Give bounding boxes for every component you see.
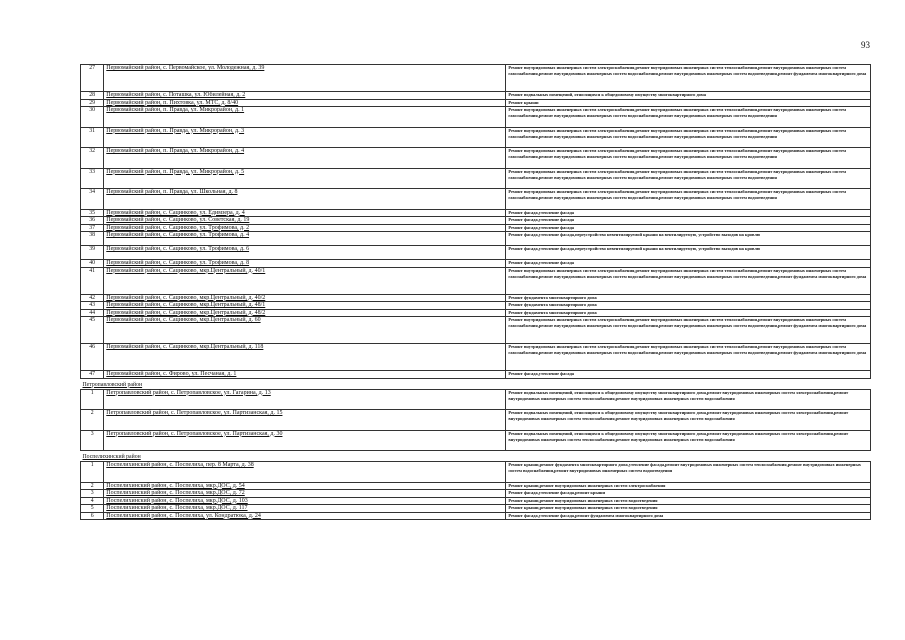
row-works: Ремонт внутридомовых инженерных систем электроснабжения,ремонт внутридомовых инженерных систем теплоснабжения,ремонт внутридомовых инженерных систем газоснабжения,ремонт внутридомовых инженерных систем водоснабжения,ремонт внутридомовых инженерных систем водоотведения [506, 168, 871, 189]
row-number: 3 [81, 490, 104, 498]
row-works: Ремонт фасада,утепление фасада [506, 260, 871, 268]
row-address: Первомайский район, с. Сацинково, ул. Едимзера, д. 4 [104, 209, 506, 217]
row-works: Ремонт фундамента многоквартирного дома [506, 294, 871, 302]
table-row [81, 127, 871, 148]
row-number: 33 [81, 168, 104, 189]
table-row [81, 209, 871, 217]
table-row [81, 302, 871, 310]
row-address: Первомайский район, с. Сацинково, мкр.Центральный, д. 48/1 [104, 302, 506, 310]
row-address: Первомайский район, п. Правда, ул. Микрорайон, д. 1 [104, 107, 506, 128]
table-row [81, 224, 871, 232]
table-row [81, 371, 871, 379]
table-row [81, 260, 871, 268]
row-address: Первомайский район, п. Пихтовка, ул. МТС, д. 8/40 [104, 99, 506, 107]
row-address: Первомайский район, с. Сацинково, ул. Трофимова, д. 4 [104, 232, 506, 246]
row-number: 27 [81, 65, 104, 92]
row-address: Первомайский район, с. Поташка, ул. Юбилейная, д. 2 [104, 92, 506, 100]
works-table [80, 64, 871, 520]
row-works: Ремонт фасада,утепление фасада,переустройство невентилируемой крыши на вентилируемую, устройство выходов на кровлю [506, 246, 871, 260]
row-number: 47 [81, 371, 104, 379]
row-works: Ремонт крыши [506, 99, 871, 107]
row-number: 38 [81, 232, 104, 246]
row-address: Первомайский район, с. Сацинково, ул. Трофимова, д. 8 [104, 260, 506, 268]
district-title: Петропавловский район [82, 381, 143, 388]
table-row [81, 148, 871, 169]
row-address: Первомайский район, с. Сацинково, мкр.Центральный, д. 60 [104, 317, 506, 344]
row-works: Ремонт фасада,утепление фасада,ремонт крыши [506, 490, 871, 498]
row-number: 32 [81, 148, 104, 169]
row-works: Ремонт фундамента многоквартирного дома [506, 302, 871, 310]
row-number: 45 [81, 317, 104, 344]
row-address: Первомайский район, с. Сацинково, мкр.Центральный, д. 118 [104, 344, 506, 371]
row-works: Ремонт фасада,утепление фасада [506, 224, 871, 232]
row-works: Ремонт внутридомовых инженерных систем электроснабжения,ремонт внутридомовых инженерных систем теплоснабжения,ремонт внутридомовых инженерных систем газоснабжения,ремонт внутридомовых инженерных систем водоснабжения,ремонт внутридомовых инженерных систем водоотведения,ремонт фундамента многоквартирного дома [506, 65, 871, 92]
row-works: Ремонт подвальных помещений, относящихся к общедомовому имуществу многоквартирного дома,ремонт внутридомовых инженерных систем электроснабжения,ремонт внутридомовых инженерных систем теплоснабжения,ремонт внутридомовых инженерных систем водоснабжения [506, 389, 871, 410]
row-number: 1 [81, 462, 104, 483]
row-address: Первомайский район, с. Сацинково, ул. Советская, д. 19 [104, 217, 506, 225]
table-row [81, 65, 871, 92]
row-works: Ремонт фасада,утепление фасада,переустройство невентилируемой крыши на вентилируемую, устройство выходов на кровлю [506, 232, 871, 246]
row-works: Ремонт фасада,утепление фасада [506, 217, 871, 225]
row-works: Ремонт фасада,утепление фасада [506, 371, 871, 379]
row-address: Первомайский район, с. Сацинково, ул. Трофимова, д. 2 [104, 224, 506, 232]
table-row [81, 107, 871, 128]
district-heading-row [81, 451, 871, 462]
row-works: Ремонт внутридомовых инженерных систем электроснабжения,ремонт внутридомовых инженерных систем теплоснабжения,ремонт внутридомовых инженерных систем газоснабжения,ремонт внутридомовых инженерных систем водоснабжения,ремонт внутридомовых инженерных систем водоотведения,ремонт фундамента многоквартирного дома [506, 267, 871, 294]
row-address: Первомайский район, с. Сацинково, мкр.Центральный, д. 40/2 [104, 294, 506, 302]
table-row [81, 344, 871, 371]
row-works: Ремонт фундамента многоквартирного дома [506, 309, 871, 317]
row-works: Ремонт внутридомовых инженерных систем электроснабжения,ремонт внутридомовых инженерных систем теплоснабжения,ремонт внутридомовых инженерных систем газоснабжения,ремонт внутридомовых инженерных систем водоснабжения,ремонт внутридомовых инженерных систем водоотведения [506, 127, 871, 148]
table-row [81, 497, 871, 505]
row-number: 31 [81, 127, 104, 148]
row-number: 40 [81, 260, 104, 268]
table-row [81, 99, 871, 107]
row-works: Ремонт крыши,ремонт внутридомовых инженерных систем электроснабжения [506, 482, 871, 490]
row-number: 34 [81, 189, 104, 210]
row-number: 1 [81, 389, 104, 410]
row-works: Ремонт крыши,ремонт фундамента многоквартирного дома,утепление фасада,ремонт внутридомовых инженерных систем теплоснабжения,ремонт внутридомовых инженерных систем водоснабжения,ремонт внутридомовых инженерных систем водоотведения [506, 462, 871, 483]
table-row [81, 232, 871, 246]
district-heading [81, 378, 871, 389]
table-row [81, 389, 871, 410]
row-address: Первомайский район, п. Правда, ул. Микрорайон, д. 3 [104, 127, 506, 148]
row-address: Поспелихинский район, с. Поспелиха, пер. 8 Марта, д. 38 [104, 462, 506, 483]
row-address: Первомайский район, с. Первомайское, ул. Молодежная, д. 39 [104, 65, 506, 92]
district-title: Поспелихинский район [82, 454, 141, 460]
row-number: 43 [81, 302, 104, 310]
row-address: Петропавловский район, с. Петропавловское, ул. Партизанская, д. 15 [104, 410, 506, 431]
row-address: Первомайский район, с. Фирово, ул. Песчаная, д. 1 [104, 371, 506, 379]
row-number: 6 [81, 512, 104, 520]
row-address: Петропавловский район, с. Петропавловское, ул. Гагарина, д. 13 [104, 389, 506, 410]
row-number: 39 [81, 246, 104, 260]
row-number: 5 [81, 505, 104, 513]
row-works: Ремонт фасада,утепление фасада [506, 209, 871, 217]
table-row [81, 512, 871, 520]
row-number: 4 [81, 497, 104, 505]
district-heading-row [81, 378, 871, 389]
row-number: 41 [81, 267, 104, 294]
row-address: Поспелихинский район, с. Поспелиха, ул. Кондратюка, д. 24 [104, 512, 506, 520]
table-row [81, 482, 871, 490]
row-works: Ремонт внутридомовых инженерных систем электроснабжения,ремонт внутридомовых инженерных систем теплоснабжения,ремонт внутридомовых инженерных систем газоснабжения,ремонт внутридомовых инженерных систем водоснабжения,ремонт внутридомовых инженерных систем водоотведения [506, 148, 871, 169]
table-row [81, 294, 871, 302]
works-table-body [81, 65, 871, 520]
row-address: Первомайский район, п. Правда, ул. Микрорайон, д. 5 [104, 168, 506, 189]
table-row [81, 246, 871, 260]
row-works: Ремонт внутридомовых инженерных систем электроснабжения,ремонт внутридомовых инженерных систем теплоснабжения,ремонт внутридомовых инженерных систем газоснабжения,ремонт внутридомовых инженерных систем водоснабжения,ремонт внутридомовых инженерных систем водоотведения [506, 189, 871, 210]
table-row [81, 309, 871, 317]
table-row [81, 168, 871, 189]
row-works: Ремонт подвальных помещений, относящихся к общедомовому имуществу многоквартирного дома,ремонт внутридомовых инженерных систем электроснабжения,ремонт внутридомовых инженерных систем теплоснабжения,ремонт внутридомовых инженерных систем водоснабжения [506, 410, 871, 431]
page-number: 93 [861, 40, 870, 50]
row-number: 30 [81, 107, 104, 128]
row-number: 28 [81, 92, 104, 100]
row-works: Ремонт внутридомовых инженерных систем электроснабжения,ремонт внутридомовых инженерных систем теплоснабжения,ремонт внутридомовых инженерных систем газоснабжения,ремонт внутридомовых инженерных систем водоснабжения,ремонт внутридомовых инженерных систем водоотведения,ремонт фундамента многоквартирного дома [506, 317, 871, 344]
row-address: Поспелихинский район, с. Поспелиха, мкр.ДОС, д. 72 [104, 490, 506, 498]
row-address: Поспелихинский район, с. Поспелиха, мкр.ДОС, д. 103 [104, 497, 506, 505]
row-address: Первомайский район, с. Сацинково, ул. Трофимова, д. 6 [104, 246, 506, 260]
row-address: Первомайский район, п. Правда, ул. Микрорайон, д. 4 [104, 148, 506, 169]
row-number: 2 [81, 482, 104, 490]
row-address: Поспелихинский район, с. Поспелиха, мкр.ДОС, д. 117 [104, 505, 506, 513]
row-address: Поспелихинский район, с. Поспелиха, мкр.ДОС, д. 54 [104, 482, 506, 490]
table-row [81, 462, 871, 483]
row-number: 42 [81, 294, 104, 302]
row-works: Ремонт подвальных помещений, относящихся к общедомовому имуществу многоквартирного дома [506, 92, 871, 100]
row-number: 3 [81, 430, 104, 451]
table-row [81, 490, 871, 498]
district-heading [81, 451, 871, 462]
row-works: Ремонт крыши,ремонт внутридомовых инженерных систем водоотведения [506, 497, 871, 505]
row-address: Петропавловский район, с. Петропавловское, ул. Партизанская, д. 30 [104, 430, 506, 451]
row-number: 37 [81, 224, 104, 232]
table-row [81, 505, 871, 513]
row-number: 36 [81, 217, 104, 225]
row-number: 35 [81, 209, 104, 217]
table-row [81, 430, 871, 451]
row-number: 2 [81, 410, 104, 431]
row-address: Первомайский район, с. Сацинково, мкр.Центральный, д. 48/2 [104, 309, 506, 317]
row-works: Ремонт подвальных помещений, относящихся к общедомовому имуществу многоквартирного дома,ремонт внутридомовых инженерных систем электроснабжения,ремонт внутридомовых инженерных систем теплоснабжения,ремонт внутридомовых инженерных систем водоснабжения [506, 430, 871, 451]
row-address: Первомайский район, с. Сацинково, мкр.Центральный, д. 40/1 [104, 267, 506, 294]
table-row [81, 217, 871, 225]
row-number: 44 [81, 309, 104, 317]
table-row [81, 92, 871, 100]
row-works: Ремонт крыши,ремонт внутридомовых инженерных систем водоотведения [506, 505, 871, 513]
row-works: Ремонт внутридомовых инженерных систем электроснабжения,ремонт внутридомовых инженерных систем теплоснабжения,ремонт внутридомовых инженерных систем газоснабжения,ремонт внутридомовых инженерных систем водоснабжения,ремонт внутридомовых инженерных систем водоотведения,ремонт фундамента многоквартирного дома [506, 344, 871, 371]
row-number: 46 [81, 344, 104, 371]
table-row [81, 189, 871, 210]
row-address: Первомайский район, п. Правда, ул. Школьная, д. 8 [104, 189, 506, 210]
table-row [81, 410, 871, 431]
row-works: Ремонт внутридомовых инженерных систем электроснабжения,ремонт внутридомовых инженерных систем теплоснабжения,ремонт внутридомовых инженерных систем газоснабжения,ремонт внутридомовых инженерных систем водоснабжения,ремонт внутридомовых инженерных систем водоотведения [506, 107, 871, 128]
table-row [81, 317, 871, 344]
table-row [81, 267, 871, 294]
row-number: 29 [81, 99, 104, 107]
row-works: Ремонт фасада,утепление фасада,ремонт фундамента многоквартирного дома [506, 512, 871, 520]
